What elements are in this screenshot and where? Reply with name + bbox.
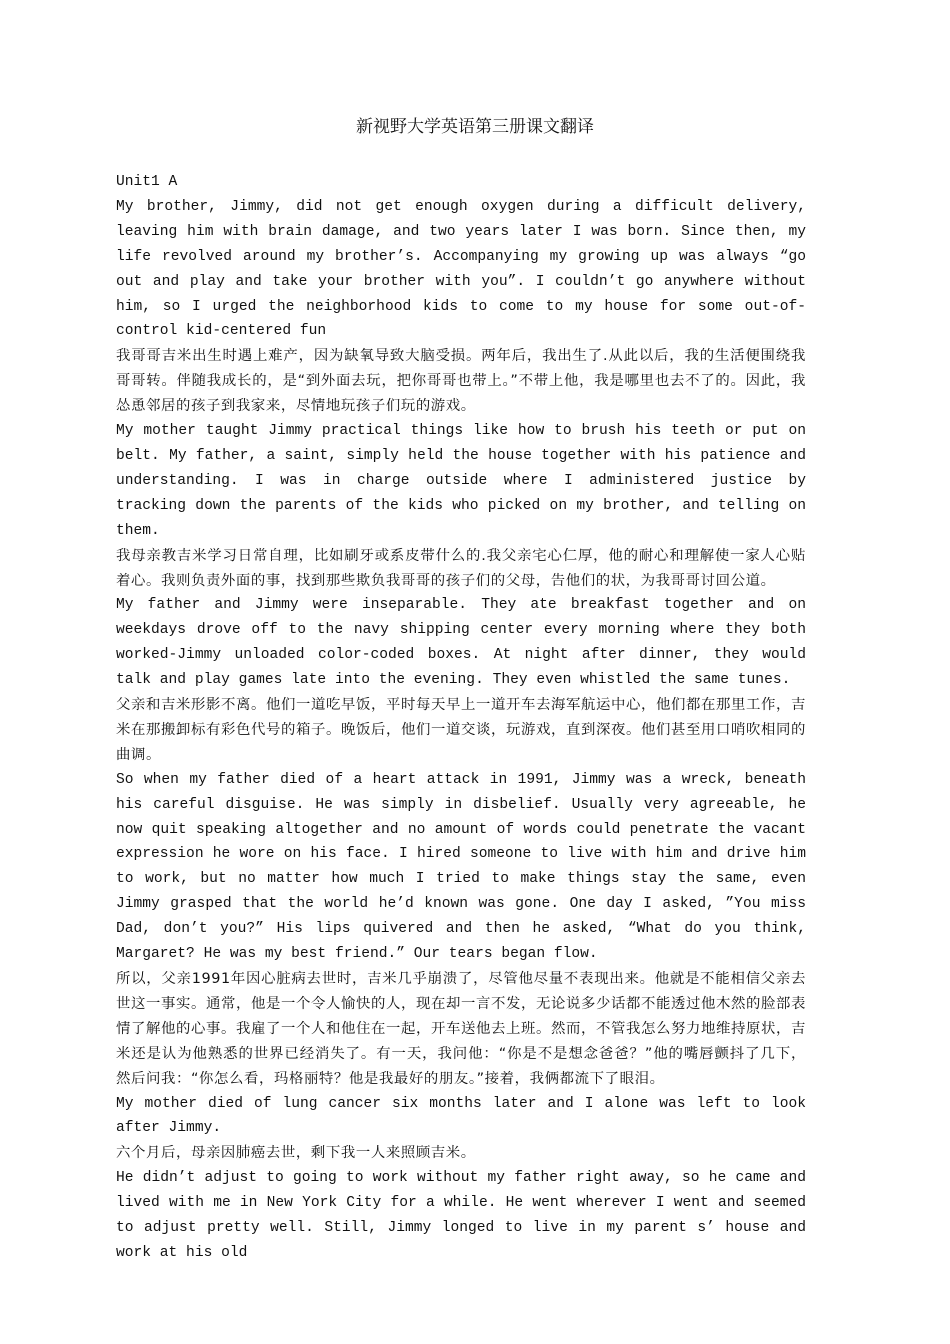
paragraph-en-4: So when my father died of a heart attack in 1991, Jimmy was a wreck, beneath his careful disguise. He was simply in disbelief. Usually very agreeable, he now quit speaking altogether and no amount of words could penetrate the vacant expression he wore on his face. I hired someone to live with him and drive him to work, but no matter how much I tried to make things stay the same, even Jimmy grasped that the world he’d known was gone. One day I asked, ”You miss Dad, don’t you?” His lips quivered and then he asked, “What do you think, Margaret? He was my best friend.” Our tears began flow.: [116, 771, 806, 963]
paragraph-zh-5: 六个月后，母亲因肺癌去世，剩下我一人来照顾吉米。: [116, 1145, 476, 1162]
paragraph-en-2: My mother taught Jimmy practical things like how to brush his teeth or put on belt. My father, a saint, simply held the house together with his patience and understanding. I was in charge outside where I administered justice by tracking down the parents of the kids who picked on my brother, and telling on them.: [116, 423, 806, 539]
paragraph-zh-1: 我哥哥吉米出生时遇上难产，因为缺氧导致大脑受损。两年后，我出生了.从此以后，我的生活便围绕我哥哥转。伴随我成长的，是“到外面去玩，把你哥哥也带上。”不带上他，我是哪里也去不了的。因此，我怂恿邻居的孩子到我家来，尽情地玩孩子们玩的游戏。: [116, 348, 806, 415]
paragraph-en-5: My mother died of lung cancer six months later and I alone was left to look after Jimmy.: [116, 1095, 806, 1137]
document-title: 新视野大学英语第三册课文翻译: [356, 117, 594, 137]
paragraph-en-1: My brother, Jimmy, did not get enough oxygen during a difficult delivery, leaving him with brain damage, and two years later I was born. Since then, my life revolved around my brother’s. Accompanying my growing up was always “go out and play and take your brother with you”. I couldn’t go anywhere without him, so I urged the neighborhood kids to come to my house for some out-of-control kid-centered fun: [116, 198, 806, 340]
paragraph-zh-3: 父亲和吉米形影不离。他们一道吃早饭，平时每天早上一道开车去海军航运中心，他们都在那里工作，吉米在那搬卸标有彩色代号的箱子。晚饭后，他们一道交谈，玩游戏，直到深夜。他们甚至用口哨吹相同的曲调。: [116, 697, 806, 763]
paragraph-en-6: He didn’t adjust to going to work without my father right away, so he came and lived with me in New York City for a while. He went wherever I went and seemed to adjust pretty well. Still, Jimmy longed to live in my parent s’ house and work at his old: [116, 1170, 806, 1261]
paragraph-zh-2: 我母亲教吉米学习日常自理，比如刷牙或系皮带什么的.我父亲宅心仁厚，他的耐心和理解使一家人心贴着心。我则负责外面的事，找到那些欺负我哥哥的孩子们的父母，告他们的状，为我哥哥讨回公道。: [116, 547, 806, 589]
document-body: [116, 170, 806, 1266]
paragraph-en-3: My father and Jimmy were inseparable. They ate breakfast together and on weekdays drove off to the navy shipping center every morning where they both worked-Jimmy unloaded color-coded boxes. At night after dinner, they would talk and play games late into the evening. They even whistled the same tunes.: [116, 597, 806, 689]
unit-heading: Unit1 A: [116, 174, 178, 190]
paragraph-zh-4: 所以，父亲1991年因心脏病去世时，吉米几乎崩溃了，尽管他尽量不表现出来。他就是不能相信父亲去世这一事实。通常，他是一个令人愉快的人，现在却一言不发，无论说多少话都不能透过他木然的脸部表情了解他的心事。我雇了一个人和他住在一起，开车送他去上班。然而，不管我怎么努力地维持原状，吉米还是认为他熟悉的世界已经消失了。有一天，我问他：“你是不是想念爸爸？”他的嘴唇颤抖了几下，然后问我：“你怎么看，玛格丽特？他是我最好的朋友。”接着，我俩都流下了眼泪。: [116, 971, 806, 1087]
